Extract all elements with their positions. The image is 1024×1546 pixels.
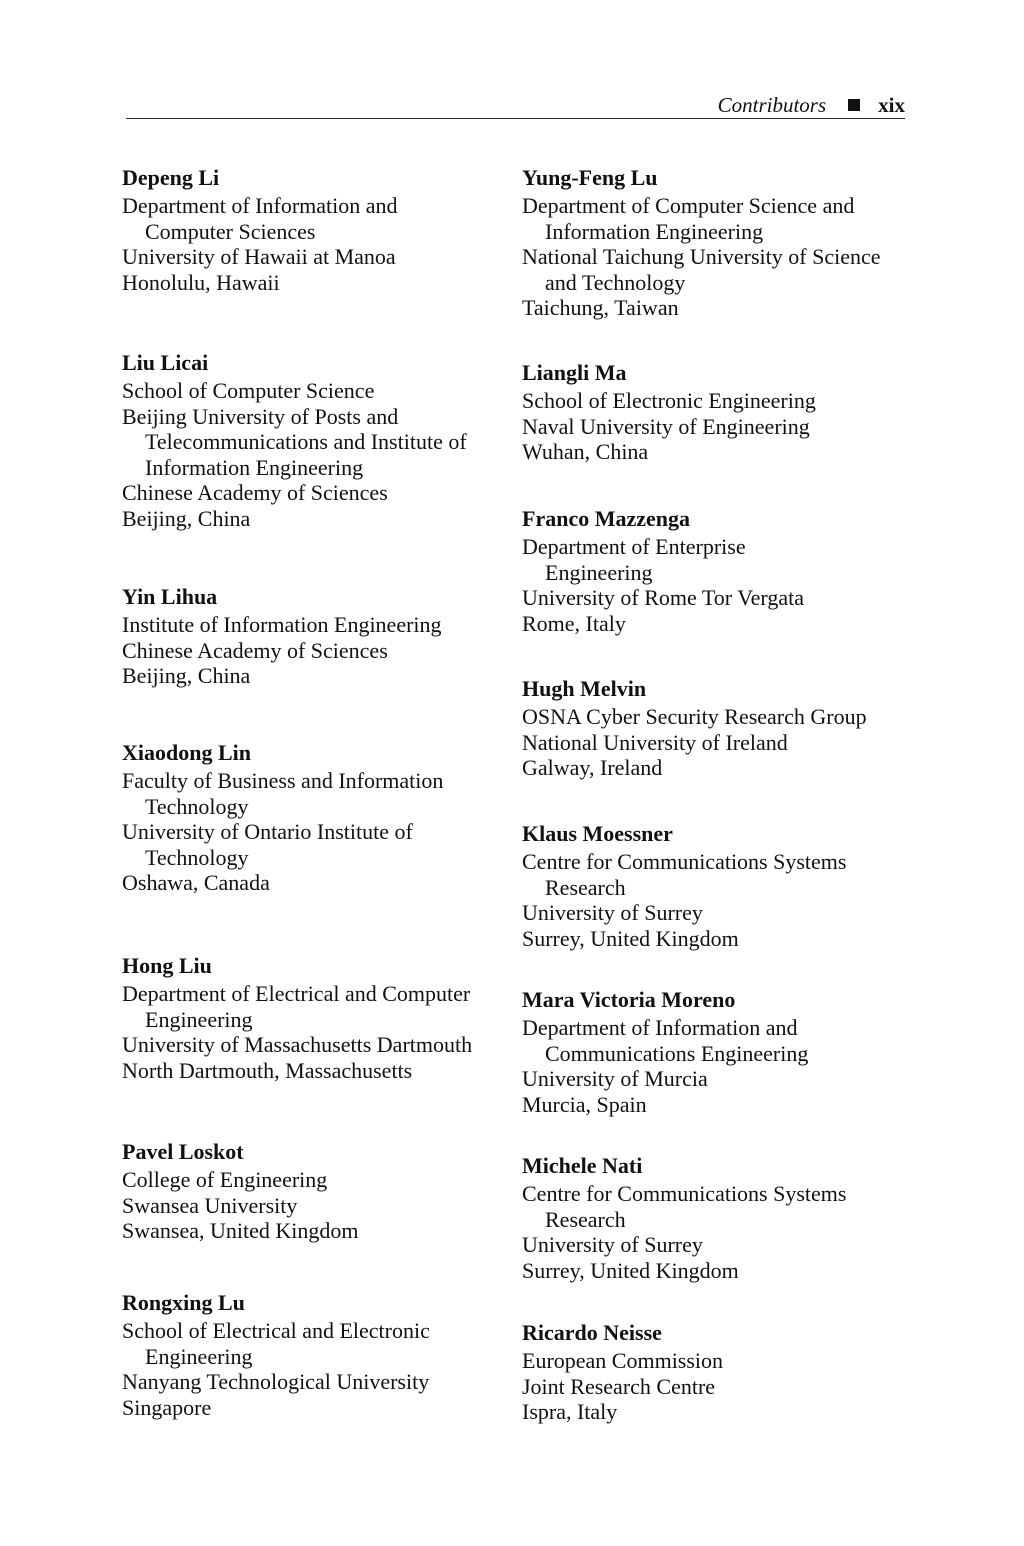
- affiliation-line: Institute of Information Engineering: [122, 612, 442, 637]
- affiliation-line: Department of Computer Science and: [522, 193, 855, 218]
- contributor-name: Ricardo Neisse: [522, 1320, 662, 1345]
- affiliation-line: Chinese Academy of Sciences: [122, 637, 388, 663]
- affiliation-line: Engineering: [145, 1343, 253, 1369]
- contributor-name: Franco Mazzenga: [522, 506, 690, 531]
- contributor-name: Pavel Loskot: [122, 1139, 244, 1164]
- affiliation-line: Wuhan, China: [522, 439, 649, 464]
- affiliation-line: Ispra, Italy: [522, 1399, 618, 1424]
- running-header: [126, 93, 905, 119]
- affiliation-line: School of Computer Science: [122, 378, 375, 403]
- contributor-entry: [522, 987, 922, 1117]
- contributor-name: Yin Lihua: [122, 584, 218, 609]
- affiliation-line: University of Surrey: [522, 900, 703, 925]
- contributor-name: Liangli Ma: [522, 360, 627, 385]
- affiliation-line: Engineering: [145, 1006, 253, 1032]
- affiliation-line: Centre for Communications Systems: [522, 1181, 847, 1206]
- affiliation-line: School of Electronic Engineering: [522, 388, 816, 413]
- affiliation-line: National Taichung University of Science: [522, 244, 881, 269]
- affiliation-line: Honolulu, Hawaii: [122, 269, 280, 295]
- contributor-name: Xiaodong Lin: [122, 740, 251, 765]
- affiliation-line: College of Engineering: [122, 1167, 328, 1192]
- contributor-name: Hugh Melvin: [522, 676, 647, 701]
- contributor-name: Liu Licai: [122, 350, 209, 375]
- affiliation-line: Department of Information and: [122, 193, 398, 218]
- affiliation-line: Beijing, China: [122, 505, 251, 531]
- affiliation-line: Information Engineering: [545, 218, 764, 244]
- square-bullet-icon: [848, 99, 860, 111]
- affiliation-line: Information Engineering: [145, 454, 364, 480]
- contributor-entry: [522, 1320, 922, 1425]
- affiliation-line: University of Ontario Institute of: [122, 819, 413, 844]
- affiliation-line: Joint Research Centre: [522, 1373, 716, 1399]
- contributor-entry: [122, 584, 502, 689]
- affiliation-line: Centre for Communications Systems: [522, 849, 847, 874]
- affiliation-line: North Dartmouth, Massachusetts: [122, 1057, 413, 1083]
- affiliation-line: European Commission: [522, 1348, 724, 1373]
- contributor-entry: [522, 676, 922, 781]
- contributor-entry: [122, 350, 502, 531]
- affiliation-line: Beijing, China: [122, 663, 251, 688]
- contributor-name: Mara Victoria Moreno: [522, 987, 736, 1012]
- contributor-entry: [522, 360, 922, 465]
- contributor-entry: [522, 821, 922, 951]
- affiliation-line: Research: [545, 1206, 626, 1232]
- affiliation-line: Nanyang Technological University: [122, 1369, 430, 1394]
- affiliation-line: Technology: [145, 844, 249, 870]
- affiliation-line: Department of Electrical and Computer: [122, 981, 471, 1006]
- contributor-name: Yung-Feng Lu: [522, 165, 658, 190]
- contributor-name: Rongxing Lu: [122, 1290, 245, 1315]
- affiliation-line: Chinese Academy of Sciences: [122, 480, 388, 505]
- affiliation-line: and Technology: [545, 269, 686, 295]
- page-number: xix: [878, 93, 905, 117]
- contributor-name: Michele Nati: [522, 1153, 643, 1178]
- affiliation-line: Murcia, Spain: [522, 1091, 647, 1117]
- affiliation-line: Swansea University: [122, 1192, 298, 1218]
- affiliation-line: Singapore: [122, 1394, 212, 1420]
- affiliation-line: Naval University of Engineering: [522, 413, 810, 439]
- affiliation-line: Research: [545, 874, 626, 900]
- contributor-entry: [522, 506, 922, 636]
- affiliation-line: School of Electrical and Electronic: [122, 1318, 430, 1343]
- affiliation-line: Surrey, United Kingdom: [522, 925, 739, 951]
- affiliation-line: University of Hawaii at Manoa: [122, 244, 396, 269]
- contributor-name: Hong Liu: [122, 953, 212, 978]
- affiliation-line: Faculty of Business and Information: [122, 768, 444, 793]
- contributor-entry: [522, 1153, 922, 1283]
- affiliation-line: University of Massachusetts Dartmouth: [122, 1032, 473, 1057]
- header-title: Contributors: [717, 93, 827, 117]
- header-right: [718, 93, 905, 117]
- affiliation-line: Department of Information and: [522, 1015, 798, 1040]
- affiliation-line: Beijing University of Posts and: [122, 403, 399, 429]
- affiliation-line: University of Murcia: [522, 1066, 708, 1091]
- affiliation-line: Rome, Italy: [522, 610, 626, 636]
- affiliation-line: Surrey, United Kingdom: [522, 1257, 739, 1283]
- affiliation-line: University of Surrey: [522, 1232, 703, 1257]
- affiliation-line: University of Rome Tor Vergata: [522, 585, 804, 610]
- contributor-entry: [122, 740, 502, 896]
- affiliation-line: Technology: [145, 793, 249, 819]
- affiliation-line: National University of Ireland: [522, 729, 788, 755]
- contributor-entry: [122, 165, 502, 295]
- contributor-entry: [122, 1290, 502, 1420]
- affiliation-line: Communications Engineering: [545, 1040, 809, 1066]
- affiliation-line: Engineering: [545, 559, 653, 585]
- affiliation-line: Taichung, Taiwan: [522, 295, 679, 320]
- contributor-name: Klaus Moessner: [522, 821, 673, 846]
- contributor-name: Depeng Li: [122, 165, 220, 190]
- affiliation-line: Telecommunications and Institute of: [145, 429, 467, 454]
- contributor-entry: [122, 1139, 502, 1244]
- affiliation-line: Galway, Ireland: [522, 755, 663, 780]
- affiliation-line: Swansea, United Kingdom: [122, 1218, 359, 1243]
- affiliation-line: Computer Sciences: [145, 218, 316, 244]
- affiliation-line: OSNA Cyber Security Research Group: [522, 704, 867, 729]
- affiliation-line: Department of Enterprise: [522, 534, 746, 559]
- contributor-entry: [122, 953, 502, 1083]
- contributor-entry: [522, 165, 922, 321]
- affiliation-line: Oshawa, Canada: [122, 870, 270, 895]
